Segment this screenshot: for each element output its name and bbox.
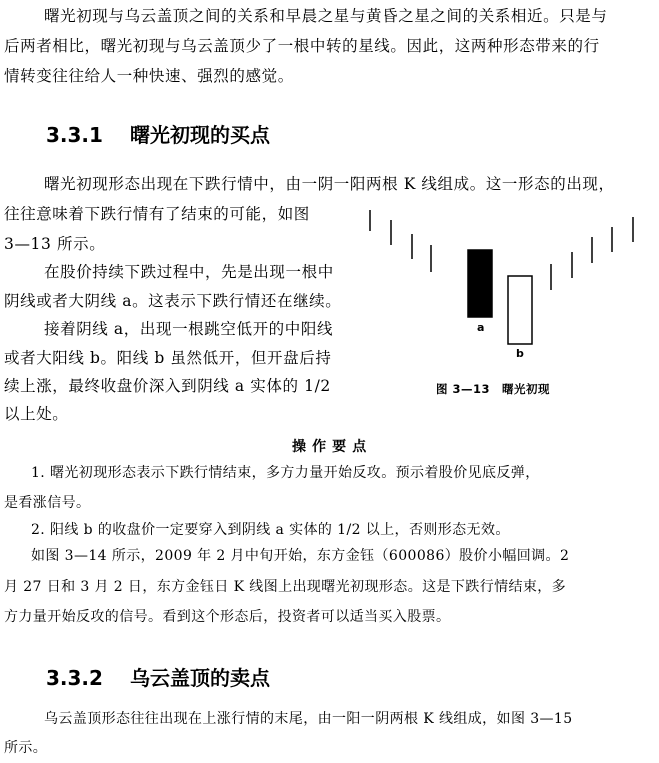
body1-line-9: 以上处。	[4, 405, 69, 423]
body1-line-7: 或者大阳线 b。阳线 b 虽然低开，但开盘后持	[4, 349, 332, 367]
candle-b-label: b	[516, 347, 524, 360]
bullish-candle-b	[508, 276, 532, 344]
body1-line-3: 3—13 所示。	[4, 235, 106, 253]
body1-line-2: 往往意味着下跌行情有了结束的可能，如图	[4, 205, 310, 223]
ops-line-1: 1. 曙光初现形态表示下跌行情结束，多方力量开始反攻。预示着股价见底反弹，	[31, 465, 540, 481]
section-number: 3.3.1	[46, 123, 103, 147]
body2-line-2: 所示。	[4, 740, 48, 756]
body1-line-1: 曙光初现形态出现在下跌行情中，由一阴一阳两根 K 线组成。这一形态的出现，	[44, 175, 615, 193]
candle-a-label: a	[477, 321, 485, 334]
section-heading-332	[46, 662, 270, 691]
ops-line-3: 2. 阳线 b 的收盘价一定要穿入到阴线 a 实体的 1/2 以上，否则形态无效。	[31, 522, 510, 538]
section-title: 曙光初现的买点	[130, 123, 270, 147]
body1-line-6: 接着阴线 a，出现一根跳空低开的中阳线	[44, 320, 334, 338]
intro-line-2: 后两者相比，曙光初现与乌云盖顶少了一根中转的星线。因此，这两种形态带来的行	[4, 37, 600, 55]
bearish-candle-a	[468, 250, 492, 317]
ops-line-2: 是看涨信号。	[4, 495, 91, 511]
body1-line-8: 续上涨，最终收盘价深入到阴线 a 实体的 1/2	[4, 377, 331, 395]
body1-line-4: 在股价持续下跌过程中，先是出现一根中	[44, 263, 334, 281]
ops-heading: 操 作 要 点	[292, 439, 367, 455]
figure-caption: 图 3—13 曙光初现	[436, 382, 551, 396]
intro-line-1: 曙光初现与乌云盖顶之间的关系和早晨之星与黄昏之星之间的关系相近。只是与	[44, 7, 608, 25]
section-title: 乌云盖顶的卖点	[130, 666, 270, 690]
candlestick-figure	[365, 205, 655, 380]
section-number: 3.3.2	[46, 666, 103, 690]
intro-line-3: 情转变往往给人一种快速、强烈的感觉。	[4, 67, 294, 85]
example-line-3: 方力量开始反攻的信号。看到这个形态后，投资者可以适当买入股票。	[4, 609, 451, 625]
body1-line-5: 阴线或者大阴线 a。这表示下跌行情还在继续。	[4, 292, 342, 310]
body2-line-1: 乌云盖顶形态往往出现在上涨行情的末尾，由一阳一阴两根 K 线组成，如图 3—15	[44, 711, 573, 727]
example-line-2: 月 27 日和 3 月 2 日，东方金钰日 K 线图上出现曙光初现形态。这是下跌行情结束，多	[4, 579, 567, 595]
section-heading-331	[46, 119, 270, 148]
example-line-1: 如图 3—14 所示，2009 年 2 月中旬开始，东方金钰（600086）股价小幅回调。2	[31, 548, 570, 564]
